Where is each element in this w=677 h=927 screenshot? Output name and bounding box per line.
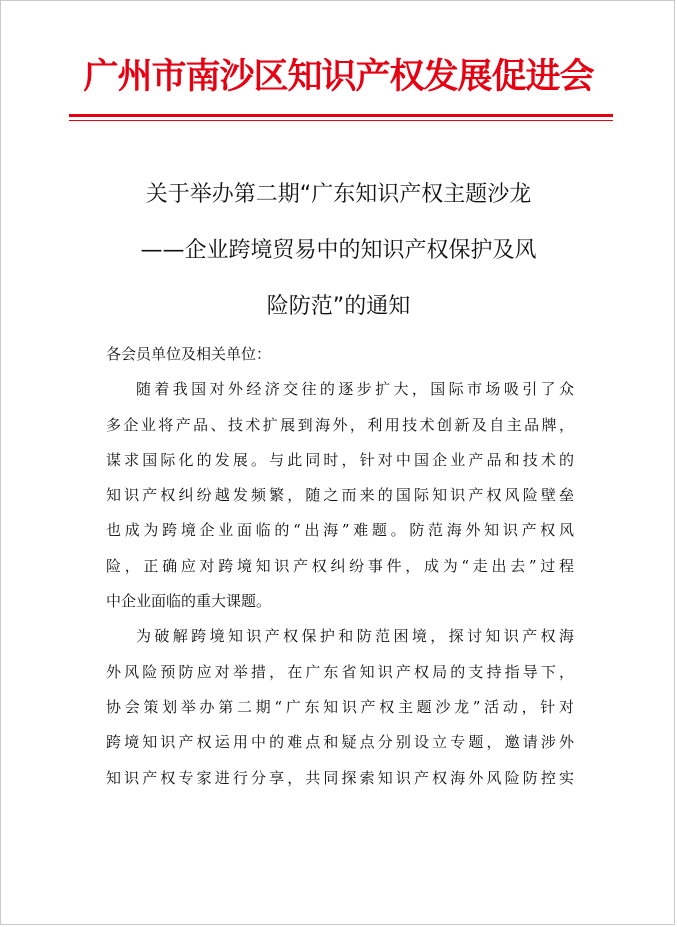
paragraph-2-line: 为破解跨境知识产权保护和防范困境，探讨知识产权海 — [136, 627, 574, 646]
paragraph-2-line: 外风险预防应对举措，在广东省知识产权局的支持指导下， — [106, 662, 574, 681]
paragraph-2-line: 知识产权专家进行分享，共同探索知识产权海外风险防控实 — [106, 768, 574, 787]
paragraph-1-line: 也成为跨境企业面临的“出海”难题。防范海外知识产权风 — [106, 521, 574, 540]
notice-title-line-3: 险防范”的通知 — [266, 294, 411, 319]
paragraph-1-line: 险，正确应对跨境知识产权纠纷事件，成为“走出去”过程 — [106, 556, 574, 575]
paragraph-1-line: 谋求国际化的发展。与此同时，针对中国企业产品和技术的 — [106, 450, 574, 469]
header-rule-thin — [69, 120, 613, 121]
organization-header: 广州市南沙区知识产权发展促进会 — [83, 56, 594, 97]
salutation: 各会员单位及相关单位： — [106, 345, 272, 363]
paragraph-2-line: 跨境知识产权运用中的难点和疑点分别设立专题，邀请涉外 — [106, 733, 574, 752]
paragraph-1-line: 中企业面临的重大课题。 — [106, 592, 272, 611]
notice-title — [1, 167, 676, 335]
paragraph-1-line: 多企业将产品、技术扩展到海外，利用技术创新及自主品牌， — [106, 415, 574, 434]
notice-body — [106, 337, 574, 796]
notice-title-line-1: 关于举办第二期“广东知识产权主题沙龙 — [145, 182, 532, 207]
notice-title-line-2: ——企业跨境贸易中的知识产权保护及风 — [140, 238, 537, 263]
header-rule-thick — [69, 114, 613, 117]
paragraph-1-line: 随着我国对外经济交往的逐步扩大，国际市场吸引了众 — [136, 380, 574, 399]
paragraph-1-line: 知识产权纠纷越发频繁，随之而来的国际知识产权风险壁垒 — [106, 486, 574, 505]
paragraph-2-line: 协会策划举办第二期“广东知识产权主题沙龙”活动，针对 — [106, 697, 574, 716]
